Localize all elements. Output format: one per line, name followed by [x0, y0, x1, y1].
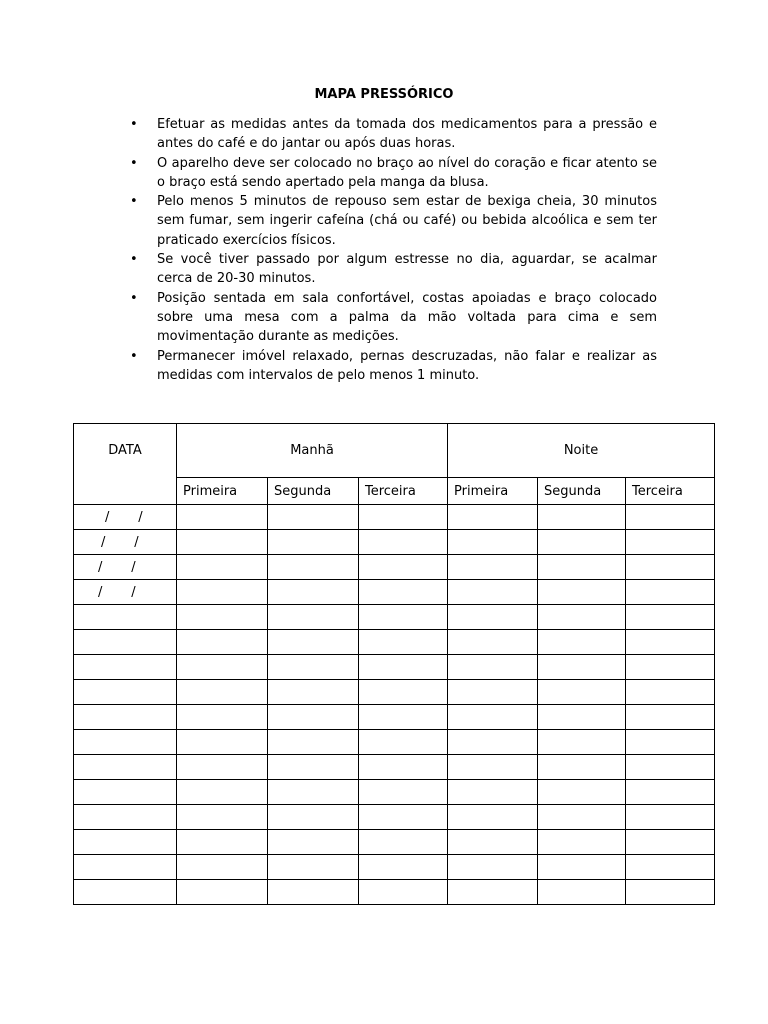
reading-cell[interactable]: [626, 705, 715, 730]
reading-cell[interactable]: [538, 730, 626, 755]
reading-cell[interactable]: [359, 730, 448, 755]
date-cell[interactable]: [74, 580, 177, 605]
reading-cell[interactable]: [448, 855, 538, 880]
reading-cell[interactable]: [177, 680, 268, 705]
reading-cell[interactable]: [268, 555, 359, 580]
reading-cell[interactable]: [177, 630, 268, 655]
instruction-item: [130, 347, 657, 386]
reading-cell[interactable]: [448, 680, 538, 705]
reading-cell[interactable]: [538, 855, 626, 880]
table-row: [74, 630, 715, 655]
reading-cell[interactable]: [268, 655, 359, 680]
reading-cell[interactable]: [538, 605, 626, 630]
morning-header: Manhã: [177, 424, 448, 478]
reading-cell[interactable]: [626, 830, 715, 855]
reading-cell[interactable]: [268, 530, 359, 555]
reading-cell[interactable]: [268, 705, 359, 730]
table-row: [74, 680, 715, 705]
reading-cell[interactable]: [538, 555, 626, 580]
reading-cell[interactable]: [268, 505, 359, 530]
reading-cell[interactable]: [359, 780, 448, 805]
pressure-table: [73, 423, 715, 905]
header-row: [74, 424, 715, 478]
reading-cell[interactable]: [177, 880, 268, 905]
date-placeholder: / /: [101, 534, 139, 550]
date-placeholder: / /: [98, 584, 136, 600]
table-row: [74, 805, 715, 830]
reading-cell[interactable]: [538, 580, 626, 605]
reading-cell[interactable]: [538, 505, 626, 530]
reading-cell[interactable]: [359, 505, 448, 530]
date-cell[interactable]: [74, 630, 177, 655]
reading-cell[interactable]: [268, 605, 359, 630]
subheader-cell: Terceira: [626, 478, 715, 505]
date-placeholder: / /: [105, 509, 143, 525]
bullet-icon: •: [130, 290, 138, 306]
reading-cell[interactable]: [359, 855, 448, 880]
reading-cell[interactable]: [177, 655, 268, 680]
bullet-icon: •: [130, 348, 138, 364]
reading-cell[interactable]: [177, 605, 268, 630]
reading-cell[interactable]: [359, 805, 448, 830]
instruction-text: Efetuar as medidas antes da tomada dos medicamentos para a pressão e antes do café e do jantar ou após duas horas.: [157, 117, 657, 152]
table-row: [74, 605, 715, 630]
date-cell[interactable]: [74, 855, 177, 880]
reading-cell[interactable]: [448, 530, 538, 555]
date-cell[interactable]: [74, 780, 177, 805]
date-cell[interactable]: [74, 705, 177, 730]
reading-cell[interactable]: [538, 755, 626, 780]
bullet-icon: •: [130, 194, 138, 210]
reading-cell[interactable]: [448, 555, 538, 580]
bullet-icon: •: [130, 155, 138, 171]
reading-cell[interactable]: [268, 780, 359, 805]
bullet-icon: •: [130, 252, 138, 268]
reading-cell[interactable]: [268, 855, 359, 880]
reading-cell[interactable]: [538, 655, 626, 680]
reading-cell[interactable]: [448, 580, 538, 605]
reading-cell[interactable]: [177, 505, 268, 530]
date-cell[interactable]: [74, 680, 177, 705]
subheader-cell: Segunda: [268, 478, 359, 505]
table-row: [74, 880, 715, 905]
subheader-cell: Terceira: [359, 478, 448, 505]
reading-cell[interactable]: [448, 505, 538, 530]
date-cell[interactable]: [74, 880, 177, 905]
reading-cell[interactable]: [626, 655, 715, 680]
reading-cell[interactable]: [626, 805, 715, 830]
reading-cell[interactable]: [538, 530, 626, 555]
reading-cell[interactable]: [177, 830, 268, 855]
date-cell[interactable]: [74, 530, 177, 555]
reading-cell[interactable]: [448, 780, 538, 805]
reading-cell[interactable]: [268, 755, 359, 780]
reading-cell[interactable]: [448, 730, 538, 755]
subheader-cell: Segunda: [538, 478, 626, 505]
subheader-cell: Primeira: [448, 478, 538, 505]
reading-cell[interactable]: [448, 630, 538, 655]
night-header: Noite: [448, 424, 715, 478]
table-row: [74, 580, 715, 605]
reading-cell[interactable]: [359, 880, 448, 905]
reading-cell[interactable]: [448, 605, 538, 630]
page-title: MAPA PRESSÓRICO: [314, 87, 454, 102]
instruction-text: Pelo menos 5 minutos de repouso sem estar de bexiga cheia, 30 minutos sem fumar, sem ingerir cafeína (chá ou café) ou bebida alcoólica e sem ter praticado exercícios físicos.: [157, 194, 657, 248]
table-row: [74, 830, 715, 855]
reading-cell[interactable]: [177, 580, 268, 605]
reading-cell[interactable]: [626, 780, 715, 805]
date-cell[interactable]: [74, 730, 177, 755]
date-cell[interactable]: [74, 830, 177, 855]
table-row: [74, 855, 715, 880]
reading-cell[interactable]: [538, 630, 626, 655]
date-cell[interactable]: [74, 755, 177, 780]
reading-cell[interactable]: [626, 855, 715, 880]
reading-cell[interactable]: [268, 680, 359, 705]
table-row: [74, 705, 715, 730]
date-cell[interactable]: [74, 805, 177, 830]
table-row: [74, 655, 715, 680]
reading-cell[interactable]: [626, 680, 715, 705]
reading-cell[interactable]: [359, 630, 448, 655]
table-row: [74, 755, 715, 780]
reading-cell[interactable]: [268, 830, 359, 855]
reading-cell[interactable]: [448, 830, 538, 855]
reading-cell[interactable]: [626, 605, 715, 630]
reading-cell[interactable]: [626, 755, 715, 780]
table-row: [74, 780, 715, 805]
instruction-item: [130, 250, 657, 289]
table-row: [74, 730, 715, 755]
reading-cell[interactable]: [538, 705, 626, 730]
reading-cell[interactable]: [177, 755, 268, 780]
date-cell[interactable]: [74, 555, 177, 580]
instruction-text: Se você tiver passado por algum estresse no dia, aguardar, se acalmar cerca de 20-30 minutos.: [157, 252, 657, 287]
instructions-list: [130, 115, 657, 385]
reading-cell[interactable]: [626, 630, 715, 655]
reading-cell[interactable]: [268, 580, 359, 605]
reading-cell[interactable]: [359, 605, 448, 630]
reading-cell[interactable]: [359, 755, 448, 780]
reading-cell[interactable]: [626, 880, 715, 905]
instruction-item: [130, 154, 657, 193]
reading-cell[interactable]: [359, 655, 448, 680]
reading-cell[interactable]: [359, 705, 448, 730]
reading-cell[interactable]: [268, 880, 359, 905]
reading-cell[interactable]: [177, 805, 268, 830]
reading-cell[interactable]: [448, 655, 538, 680]
reading-cell[interactable]: [448, 805, 538, 830]
reading-cell[interactable]: [626, 580, 715, 605]
reading-cell[interactable]: [177, 780, 268, 805]
reading-cell[interactable]: [359, 555, 448, 580]
reading-cell[interactable]: [626, 555, 715, 580]
reading-cell[interactable]: [177, 705, 268, 730]
date-cell[interactable]: [74, 655, 177, 680]
table-row: [74, 555, 715, 580]
reading-cell[interactable]: [448, 880, 538, 905]
reading-cell[interactable]: [538, 880, 626, 905]
reading-cell[interactable]: [626, 530, 715, 555]
reading-cell[interactable]: [448, 755, 538, 780]
reading-cell[interactable]: [538, 680, 626, 705]
reading-cell[interactable]: [268, 805, 359, 830]
date-header: DATA: [74, 424, 177, 505]
reading-cell[interactable]: [177, 855, 268, 880]
reading-cell[interactable]: [359, 580, 448, 605]
table-body: [74, 505, 715, 905]
instruction-item: [130, 192, 657, 250]
reading-cell[interactable]: [448, 705, 538, 730]
reading-cell[interactable]: [626, 505, 715, 530]
bullet-icon: •: [130, 117, 138, 132]
instruction-text: Permanecer imóvel relaxado, pernas descruzadas, não falar e realizar as medidas com intervalos de pelo menos 1 minuto.: [157, 348, 657, 383]
reading-cell[interactable]: [359, 530, 448, 555]
reading-cell[interactable]: [538, 830, 626, 855]
reading-cell[interactable]: [538, 780, 626, 805]
instruction-item: [130, 115, 657, 154]
date-cell[interactable]: [74, 505, 177, 530]
date-placeholder: / /: [98, 559, 136, 575]
table-row: [74, 530, 715, 555]
reading-cell[interactable]: [359, 680, 448, 705]
reading-cell[interactable]: [177, 555, 268, 580]
reading-cell[interactable]: [268, 730, 359, 755]
reading-cell[interactable]: [177, 530, 268, 555]
reading-cell[interactable]: [268, 630, 359, 655]
reading-cell[interactable]: [359, 830, 448, 855]
instruction-text: O aparelho deve ser colocado no braço ao nível do coração e ficar atento se o braço está sendo apertado pela manga da blusa.: [157, 155, 657, 190]
reading-cell[interactable]: [626, 730, 715, 755]
date-cell[interactable]: [74, 605, 177, 630]
subheader-cell: Primeira: [177, 478, 268, 505]
reading-cell[interactable]: [177, 730, 268, 755]
instruction-text: Posição sentada em sala confortável, costas apoiadas e braço colocado sobre uma mesa com a palma da mão voltada para cima e sem movimentação durante as medições.: [157, 290, 657, 345]
instruction-item: [130, 289, 657, 347]
reading-cell[interactable]: [538, 805, 626, 830]
table-row: [74, 505, 715, 530]
